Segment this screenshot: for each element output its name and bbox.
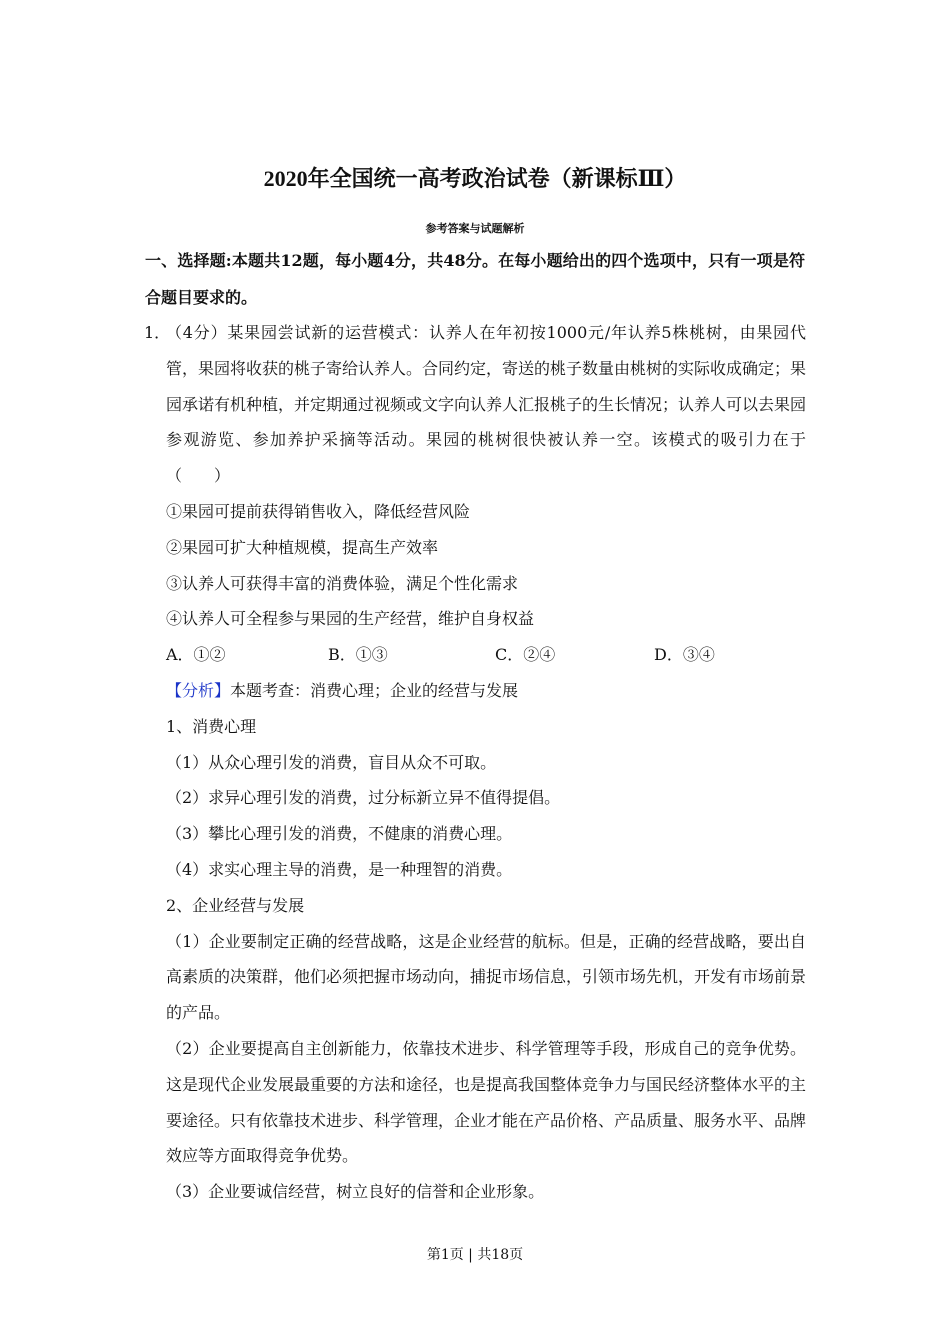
document-subtitle: 参考答案与试题解析: [425, 222, 525, 235]
statement: ④认养人可全程参与果园的生产经营，维护自身权益: [166, 609, 535, 629]
question-stem-text: （4分）某果园尝试新的运营模式：认养人在年初按1000元/年认养5株桃树，由果园代管，果园将收获的桃子寄给认养人。合同约定，寄送的桃子数量由桃树的实际收成确定；果园承诺有机种植，并定期通过视频或文字向认养人汇报桃子的生长情况；认养人可以去果园参观游览、参加养护采摘等活动。果园的桃树很快被认养一空。该模式的吸引力在于（ ）: [166, 323, 807, 486]
question-stem: [144, 315, 807, 494]
page-footer: 第1页 | 共18页: [426, 1247, 524, 1263]
analysis-heading: [166, 673, 806, 709]
analysis-line: 2、企业经营与发展: [166, 895, 305, 915]
question-number: 1．: [144, 323, 171, 342]
statement: ①果园可提前获得销售收入，降低经营风险: [166, 501, 471, 521]
statement: ②果园可扩大种植规模，提高生产效率: [166, 537, 439, 557]
section-heading: 一、选择题:本题共12题，每小题4分，共48分。在每小题给出的四个选项中，只有一项是符合题目要求的。: [145, 251, 805, 307]
document-title: 2020年全国统一高考政治试卷（新课标Ⅲ）: [263, 166, 687, 191]
option-b: B．①③: [328, 645, 388, 665]
analysis-line: 1、消费心理: [166, 716, 257, 736]
analysis-line: （1）从众心理引发的消费，盲目从众不可取。: [166, 752, 497, 772]
analysis-line: （3）企业要诚信经营，树立良好的信誉和企业形象。: [166, 1182, 545, 1202]
analysis-line: （2）企业要提高自主创新能力，依靠技术进步、科学管理等手段，形成自己的竞争优势。这是现代企业发展最重要的方法和途径，也是提高我国整体竞争力与国民经济整体水平的主要途径。只有依靠技术进步、科学管理，企业才能在产品价格、产品质量、服务水平、品牌效应等方面取得竞争优势。: [166, 1038, 807, 1166]
option-d: D．③④: [654, 645, 715, 665]
option-a: A．①②: [166, 645, 226, 665]
analysis-intro: 本题考查：消费心理；企业的经营与发展: [230, 680, 519, 700]
answer-options: [166, 637, 806, 673]
analysis-line: （4）求实心理主导的消费，是一种理智的消费。: [166, 859, 513, 879]
option-c: C．②④: [495, 645, 556, 665]
statement: ③认养人可获得丰富的消费体验，满足个性化需求: [166, 573, 519, 593]
analysis-line: （3）攀比心理引发的消费，不健康的消费心理。: [166, 824, 513, 844]
question-1: [144, 315, 807, 1210]
analysis-tag: 【分析】: [166, 680, 231, 700]
analysis-line: （2）求异心理引发的消费，过分标新立异不值得提倡。: [166, 788, 561, 808]
analysis-line: （1）企业要制定正确的经营战略，这是企业经营的航标。但是，正确的经营战略，要出自高素质的决策群，他们必须把握市场动向，捕捉市场信息，引领市场先机，开发有市场前景的产品。: [166, 931, 807, 1023]
